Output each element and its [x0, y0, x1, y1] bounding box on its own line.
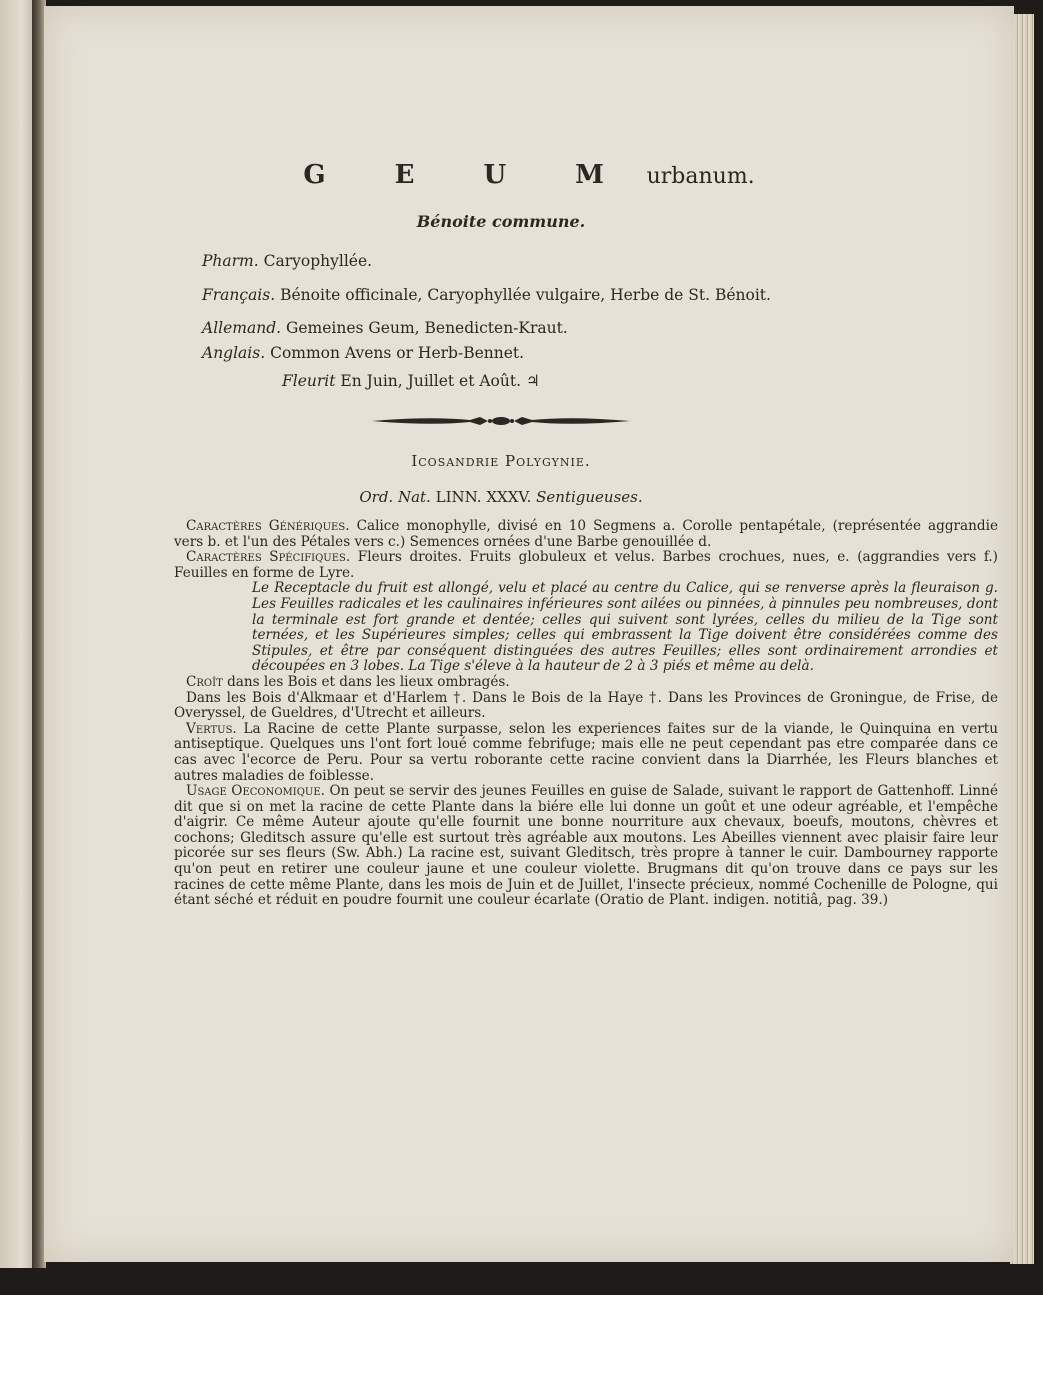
name-lang: Anglais. [202, 344, 266, 362]
specific-characters [174, 550, 998, 581]
name-lang: Pharm. [202, 252, 259, 270]
paragraph-text: Calice monophylle, divisé en 10 Segmens a. Corolle pentapétale, (représentée aggrandie vers b. et l'un des Pétales vers c.) Semences ornées d'une Barbe genouillée d. [174, 518, 999, 550]
specific-description: Le Receptacle du fruit est allongé, velu et placé au centre du Calice, qui se renverse après la fleuraison g. Les Feuilles radicales et les caulinaires inférieures sont ailées ou pinnées, à pinnules peu nombreuses, dont la terminale est fort grande et dentée; celles qui suivent sont lyrées, celles du milieu de la Tige sont ternées, et les Supérieures simples; celles qui embrassent la Tige doivent être considérées comme des Stipules, et être par conséquent distinguées des autres Feuilles; elles sont ordinairement arrondies et découpées en 3 lobes. La Tige s'éleve à la hauteur de 2 à 3 piés et même au delà. [252, 580, 998, 675]
species-name: urbanum. [646, 164, 755, 189]
description-body [174, 519, 998, 909]
paragraph-label: Usage Oeconomique. [186, 783, 325, 800]
name-lang: Allemand. [202, 319, 282, 337]
name-lang: Français. [202, 286, 276, 304]
paragraph-text: dans les Bois et dans les lieux ombragés. [227, 673, 510, 690]
paragraph-label: Caractères Génériques. [186, 518, 350, 534]
left-page-edge [0, 0, 36, 1268]
habitat-general [174, 675, 998, 691]
flowering-label: Fleurit [282, 372, 336, 390]
flowering-line [282, 372, 540, 390]
name-pharm [202, 252, 372, 270]
bottom-margin [0, 1295, 1043, 1390]
paragraph-text: La Racine de cette Plante surpasse, selon les experiences faites sur de la viande, le Quinquina en vertu antiseptique. Quelques uns l'ont fort loué comme febrifuge; mais elle ne peut cependant pas etre comparée dans ce cas avec l'ecorce de Peru. Pour sa vertu roborante cette racine convient dans la Diarrhée, les Fleurs blanches et autres maladies de foiblesse. [174, 720, 998, 784]
classification: Icosandrie Polygynie. [411, 452, 591, 470]
flowering-text: En Juin, Juillet et Août. [340, 372, 522, 390]
name-allemand [202, 319, 568, 337]
name-francais [202, 286, 771, 304]
paragraph-label: Croît [186, 673, 223, 690]
common-name: Bénoite commune. [416, 212, 586, 231]
order-prefix: Ord. Nat. [359, 488, 431, 506]
virtues [174, 722, 998, 784]
name-text: Caryophyllée. [263, 252, 373, 270]
order-suffix: Sentigueuses. [536, 488, 643, 506]
paragraph-text: On peut se servir des jeunes Feuilles en guise de Salade, suivant le rapport de Gattenhoff. Linné dit que si on met la racine de cette Plante dans la biére elle lui donne un goût et une odeur agréable, et l'empêche d'aigrir. Ce même Auteur ajoute qu'elle fournit une bonne nourriture aux chevaux, boeufs, moutons, chèvres et cochons; Gleditsch assure qu'elle est surtout très agréable aux moutons. Les Abeilles viennent avec plaisir faire leur picorée sur ses fleurs (Sw. Abh.) La racine est, suivant Gleditsch, très propre à tanner le cuir. Dambourney rapporte qu'on peut en retirer une couleur jaune et une couleur violette. Brugmans dit qu'on trouve dans ce pays sur les racines de cette même Plante, dans les mois de Juin et de Juillet, l'insecte précieux, nommé Cochenille de Pologne, qui étant séché et réduit en poudre fournit une couleur écarlate (Oratio de Plant. indigen. notitiâ, pag. 39.) [174, 783, 998, 909]
habitat-locations: Dans les Bois d'Alkmaar et d'Harlem †. Dans le Bois de la Haye †. Dans les Provinces de Groningue, de Frise, de Overyssel, de Gueldres, d'Utrecht et ailleurs. [174, 689, 998, 722]
genus-name: G E U M [303, 160, 634, 190]
generic-characters [174, 519, 998, 550]
order-linn: LINN. XXXV. [435, 488, 532, 506]
natural-order [44, 488, 958, 506]
name-text: Gemeines Geum, Benedicten-Kraut. [286, 319, 568, 337]
economic-use [174, 784, 998, 909]
page-title [44, 160, 1014, 190]
book-page [44, 6, 1014, 1262]
paragraph-label: Caractères Spécifiques. [186, 549, 351, 566]
name-text: Bénoite officinale, Caryophyllée vulgaire, Herbe de St. Bénoit. [280, 286, 771, 304]
name-text: Common Avens or Herb-Bennet. [270, 344, 525, 362]
paragraph-label: Vertus. [186, 720, 237, 737]
ornament-divider [370, 410, 632, 432]
perennial-symbol: ♃ [525, 372, 540, 390]
name-anglais [202, 344, 524, 362]
paragraph-text: Fleurs droites. Fruits globuleux et velus. Barbes crochues, nues, e. (aggrandies vers f.) Feuilles en forme de Lyre. [174, 549, 998, 581]
